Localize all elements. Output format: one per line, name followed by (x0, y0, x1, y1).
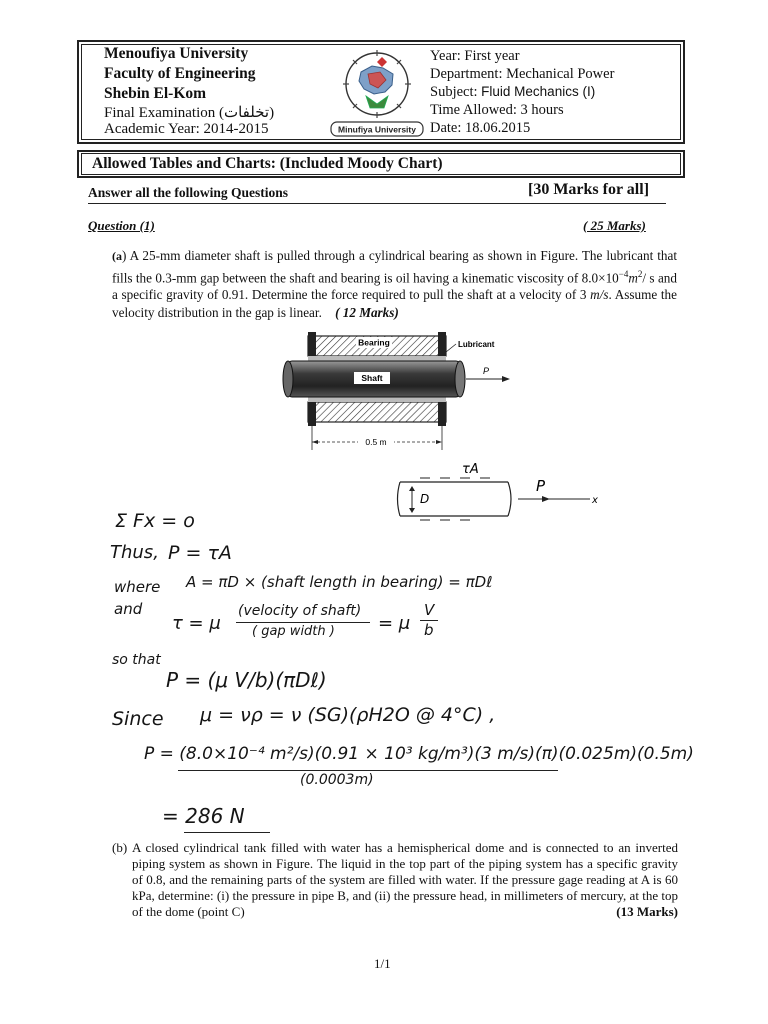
sketch-label-p: P (536, 477, 546, 495)
solution-line-2a: Thus, (110, 542, 159, 563)
part-a-exponent: −4 (618, 268, 629, 279)
part-b-label: (b) (112, 840, 128, 855)
figure-label-length: 0.5 m (365, 437, 387, 447)
figure-label-shaft: Shaft (361, 373, 383, 383)
part-b-marks: (13 Marks) (616, 904, 678, 919)
part-b-text (132, 840, 678, 920)
part-a-text (112, 247, 677, 321)
solution-line-7b: μ = νρ = ν (SG)(ρH2O @ 4°C) , (200, 704, 496, 726)
solution-line-7a: Since (112, 708, 164, 730)
sketch-label-tau-a: τA (462, 462, 479, 477)
free-body-sketch (390, 460, 610, 524)
time-allowed: Time Allowed: 3 hours (430, 102, 564, 118)
solution-b: b (424, 621, 434, 639)
part-a-text-4: . Assume the velocity distribution in the gap is linear. (112, 287, 677, 320)
figure-label-p: P (483, 366, 490, 376)
sketch-label-x: x (592, 495, 598, 506)
subject (430, 84, 595, 101)
question-title: Question (1) (88, 218, 155, 233)
subject-label: Subject: (430, 84, 482, 100)
subject-value: Fluid Mechanics (I) (481, 84, 596, 99)
part-b (112, 840, 678, 920)
department: Department: Mechanical Power (430, 66, 615, 82)
part-a-text-3: / s and a specific gravity of 0.91. Determine the force required to pull the shaft at a velocity of 3 (112, 269, 677, 303)
question-marks: ( 25 Marks) (583, 218, 646, 233)
figure-label-bearing: Bearing (358, 337, 390, 348)
page-number: 1/1 (374, 956, 391, 971)
campus-name: Shebin El-Kom (104, 85, 207, 102)
solution-v: V (424, 601, 435, 619)
exam-date: Date: 18.06.2015 (430, 120, 531, 136)
university-logo (328, 44, 426, 140)
solution-result: = 286 N (162, 804, 245, 828)
solution-line-4c: = μ (378, 613, 411, 634)
divider (88, 203, 666, 204)
allowed-tables-text: Allowed Tables and Charts: (Included Moody Chart) (92, 155, 443, 172)
solution-line-3a: where (114, 578, 161, 596)
instructions: Answer all the following Questions (88, 185, 289, 200)
part-a-marks: ( 12 Marks) (335, 304, 399, 320)
part-a-unit-m: m (628, 269, 638, 285)
total-marks: [30 Marks for all] (528, 181, 650, 198)
solution-line-3b: A = πD × (shaft length in bearing) = πDℓ (186, 573, 493, 591)
solution-line-1: Σ Fx = o (115, 510, 195, 532)
exam-type: Final Examination (تخلفات) (104, 105, 275, 121)
part-b-body: A closed cylindrical tank filled with water has a hemispherical dome and is connected to an inverted piping system as shown in Figure. The liquid in the top part of the piping system has a specific gravity of 0.8, and the remaining parts of the system are filled with water. If the pressure gage reading at A is 60 kPa, determine: (i) the pressure in pipe B, and (ii) the pressure head, in millimeters of mercury, at the top of the dome (point C) (132, 840, 678, 919)
solution-line-5: so that (112, 652, 161, 668)
part-a-label: (a (112, 249, 122, 263)
figure-label-lubricant: Lubricant (458, 340, 495, 349)
part-a-velocity-unit: m/s (590, 287, 609, 303)
solution-line-8-bar (178, 770, 558, 771)
solution-line-8: P = (8.0×10⁻⁴ m²/s)(0.91 × 10³ kg/m³)(3 m/s)(π)(0.025m)(0.5m) (144, 744, 694, 764)
shaft-bearing-figure (280, 328, 520, 452)
solution-line-4a: and (114, 600, 143, 618)
solution-fraction-numerator: (velocity of shaft) (238, 603, 362, 619)
solution-line-8-denominator: (0.0003m) (300, 772, 374, 788)
solution-fraction-denominator: ( gap width ) (252, 624, 335, 639)
academic-year: Academic Year: 2014-2015 (104, 121, 269, 137)
university-name: Menoufiya University (104, 45, 249, 62)
sketch-label-d: D (420, 492, 430, 506)
solution-result-underline (184, 832, 270, 833)
study-year: Year: First year (430, 48, 520, 64)
faculty-name: Faculty of Engineering (104, 65, 256, 82)
solution-fraction-bar (236, 622, 370, 623)
solution-line-6: P = (μ V/b)(πDℓ) (166, 668, 327, 692)
logo-caption: Minufiya University (338, 124, 416, 135)
solution-line-2b: P = τA (168, 542, 232, 564)
part-a-text-1: ) A 25-mm diameter shaft is pulled through a cylindrical bearing as shown in Figure. The lubricant that fills the 0.3-mm gap between the shaft and bearing is oil having a kinematic viscosity of 8.0×10 (112, 248, 677, 285)
solution-line-4b: τ = μ (172, 613, 221, 634)
logo-emblem-icon (328, 44, 426, 140)
part-a-exponent-2: 2 (637, 268, 643, 279)
